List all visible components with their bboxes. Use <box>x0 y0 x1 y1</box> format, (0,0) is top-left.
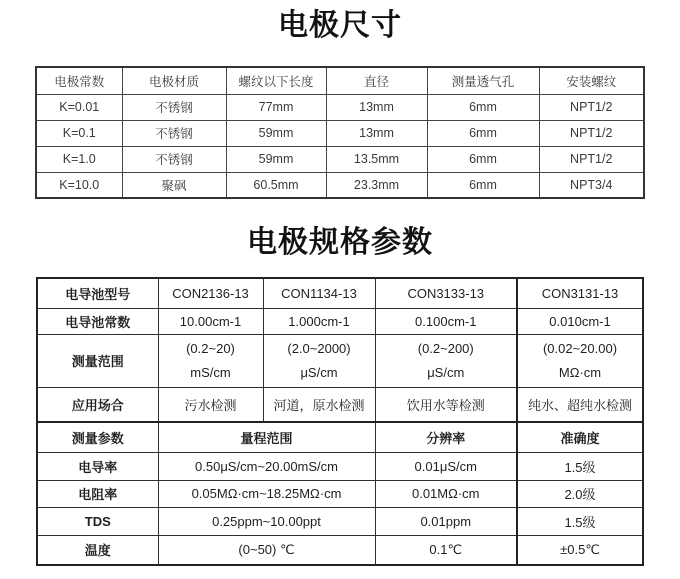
table-cell: 13mm <box>326 94 427 120</box>
table-cell: 6mm <box>427 94 539 120</box>
row-label-cell: 测量范围 <box>37 334 158 387</box>
param-header-row <box>37 422 643 452</box>
table-row <box>36 146 644 172</box>
table-cell: K=10.0 <box>36 172 122 198</box>
range-value-line: (2.0~2000) <box>287 340 351 356</box>
table-cell: 污水检测 <box>158 387 263 422</box>
table-cell: 不锈钢 <box>122 94 226 120</box>
row-label-cell: 应用场合 <box>37 387 158 422</box>
table-cell <box>158 334 263 387</box>
table-cell: CON1134-13 <box>263 278 375 308</box>
column-header-thread: 安装螺纹 <box>539 67 644 94</box>
range-unit-line: μS/cm <box>427 364 465 380</box>
table-cell: (0~50) ℃ <box>158 535 375 565</box>
table-cell: 河道，原水检测 <box>263 387 375 422</box>
table-cell: K=0.1 <box>36 120 122 146</box>
table-cell: 0.50μS/cm~20.00mS/cm <box>158 452 375 480</box>
table-cell: 1.5级 <box>517 507 643 535</box>
table-row <box>36 94 644 120</box>
param-row-conductivity <box>37 452 643 480</box>
table-cell: 聚砜 <box>122 172 226 198</box>
table-cell: 13.5mm <box>326 146 427 172</box>
table-cell: 0.01ppm <box>375 507 517 535</box>
table-cell: 60.5mm <box>226 172 326 198</box>
column-header-material: 电极材质 <box>122 67 226 94</box>
column-header-length: 螺纹以下长度 <box>226 67 326 94</box>
table-cell: K=0.01 <box>36 94 122 120</box>
param-row-resistivity <box>37 480 643 507</box>
table-cell: 0.01MΩ·cm <box>375 480 517 507</box>
table-cell: 23.3mm <box>326 172 427 198</box>
row-label-cell: 测量参数 <box>37 422 158 452</box>
row-label-cell: 电导池型号 <box>37 278 158 308</box>
table-cell: CON3131-13 <box>517 278 643 308</box>
table-cell: NPT1/2 <box>539 94 644 120</box>
column-header-range: 量程范围 <box>158 422 375 452</box>
range-value-line: (0.2~200) <box>417 340 474 356</box>
table-cell: 1.5级 <box>517 452 643 480</box>
range-value-line: (0.2~20) <box>186 340 235 356</box>
row-label-cell: 电导池常数 <box>37 308 158 334</box>
row-label-cell: 电阻率 <box>37 480 158 507</box>
table-cell: CON3133-13 <box>375 278 517 308</box>
table-cell: 77mm <box>226 94 326 120</box>
table-cell: 0.01μS/cm <box>375 452 517 480</box>
table-cell: 59mm <box>226 146 326 172</box>
table-cell: 纯水、超纯水检测 <box>517 387 643 422</box>
table-cell: NPT1/2 <box>539 120 644 146</box>
param-row-temperature <box>37 535 643 565</box>
table-cell: 1.000cm-1 <box>263 308 375 334</box>
table-cell: K=1.0 <box>36 146 122 172</box>
table-row <box>36 172 644 198</box>
table-cell: 13mm <box>326 120 427 146</box>
range-row <box>37 334 643 387</box>
table-cell: ±0.5℃ <box>517 535 643 565</box>
application-row <box>37 387 643 422</box>
table-cell: 不锈钢 <box>122 146 226 172</box>
constant-row <box>37 308 643 334</box>
column-header-constant: 电极常数 <box>36 67 122 94</box>
table-cell <box>517 334 643 387</box>
section-title-specs: 电极规格参数 <box>247 226 433 259</box>
spec-table <box>36 277 644 566</box>
table-cell: NPT3/4 <box>539 172 644 198</box>
dimensions-table <box>35 66 645 199</box>
table-cell: 10.00cm-1 <box>158 308 263 334</box>
table-row <box>36 120 644 146</box>
section-title-dimensions: 电极尺寸 <box>278 9 402 42</box>
table-cell: NPT1/2 <box>539 146 644 172</box>
param-row-tds <box>37 507 643 535</box>
row-label-cell: 电导率 <box>37 452 158 480</box>
table-cell: 饮用水等检测 <box>375 387 517 422</box>
table-cell: 0.25ppm~10.00ppt <box>158 507 375 535</box>
table-cell: 不锈钢 <box>122 120 226 146</box>
column-header-resolution: 分辨率 <box>375 422 517 452</box>
table-cell: CON2136-13 <box>158 278 263 308</box>
column-header-diameter: 直径 <box>326 67 427 94</box>
table-cell: 6mm <box>427 146 539 172</box>
table-header-row <box>36 67 644 94</box>
table-cell: 59mm <box>226 120 326 146</box>
table-cell: 0.1℃ <box>375 535 517 565</box>
row-label-cell: 温度 <box>37 535 158 565</box>
table-cell <box>375 334 517 387</box>
table-cell: 0.010cm-1 <box>517 308 643 334</box>
table-cell: 6mm <box>427 120 539 146</box>
column-header-vent: 测量透气孔 <box>427 67 539 94</box>
range-value-line: (0.02~20.00) <box>542 340 618 356</box>
row-label-cell: TDS <box>37 507 158 535</box>
range-unit-line: MΩ·cm <box>558 364 602 380</box>
table-cell: 0.05MΩ·cm~18.25MΩ·cm <box>158 480 375 507</box>
table-cell: 2.0级 <box>517 480 643 507</box>
range-unit-line: μS/cm <box>300 364 338 380</box>
table-cell: 0.100cm-1 <box>375 308 517 334</box>
range-unit-line: mS/cm <box>190 364 231 380</box>
model-row <box>37 278 643 308</box>
table-cell <box>263 334 375 387</box>
column-header-accuracy: 准确度 <box>517 422 643 452</box>
table-cell: 6mm <box>427 172 539 198</box>
